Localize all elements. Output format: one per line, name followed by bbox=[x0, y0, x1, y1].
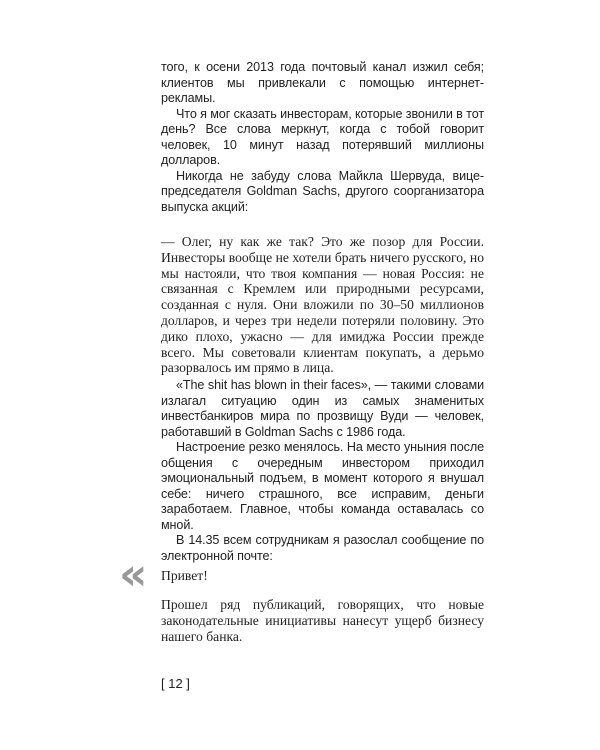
text-column-email bbox=[161, 568, 484, 584]
paragraph-investors: Что я мог сказать инвесторам, которые звонили в тот день? Все слова меркнут, когда с тобой говорит человек, 10 минут назад потерявший миллионы долларов. bbox=[161, 106, 484, 167]
text-column-email-body bbox=[161, 597, 484, 644]
text-column-quote bbox=[161, 234, 484, 376]
text-column-middle bbox=[161, 378, 484, 564]
page-number: [ 12 ] bbox=[161, 676, 190, 691]
paragraph-sherwood: Никогда не забуду слова Майкла Шервуда, вице-председателя Goldman Sachs, другого соорганизатора выпуска акций: bbox=[161, 168, 484, 214]
quote-sherwood: — Олег, ну как же так? Это же позор для России. Инвесторы вообще не хотели брать ничего русского, но мы настояли, что твоя компания — новая Россия: не связанная с Кремлем или природными ресурсами, созданная с нуля. Они вложили по 30–50 миллионов долларов, и через три недели потеряли половину. Это дико плохо, ужасно — для имиджа России прежде всего. Мы советовали клиентам покупать, а дерьмо разорвалось им прямо в лица. bbox=[161, 234, 484, 376]
paragraph-email-intro: В 14.35 всем сотрудникам я разослал сообщение по электронной почте: bbox=[161, 533, 484, 563]
quote-marker-icon: « bbox=[119, 549, 138, 600]
paragraph-continuation: того, к осени 2013 года почтовый канал изжил себя; клиентов мы привлекали с помощью интернет-рекламы. bbox=[161, 60, 484, 105]
email-greeting: Привет! bbox=[161, 568, 208, 583]
email-body: Прошел ряд публикаций, говорящих, что новые законодательные инициативы нанесут ущерб бизнесу нашего банка. bbox=[161, 597, 484, 644]
paragraph-woody: «The shit has blown in their faces», — такими словами излагал ситуацию один из самых знаменитых инвестбанкиров мира по прозвищу Вуди — человек, работавший в Goldman Sachs с 1986 года. bbox=[161, 378, 484, 439]
paragraph-mood: Настроение резко менялось. На место уныния после общения с очередным инвестором приходил эмоциональный подъем, в момент которого я внушал себе: ничего страшного, все исправим, деньги заработаем. Главное, чтобы команда оставалась со мной. bbox=[161, 440, 484, 532]
text-column-top bbox=[161, 60, 484, 215]
